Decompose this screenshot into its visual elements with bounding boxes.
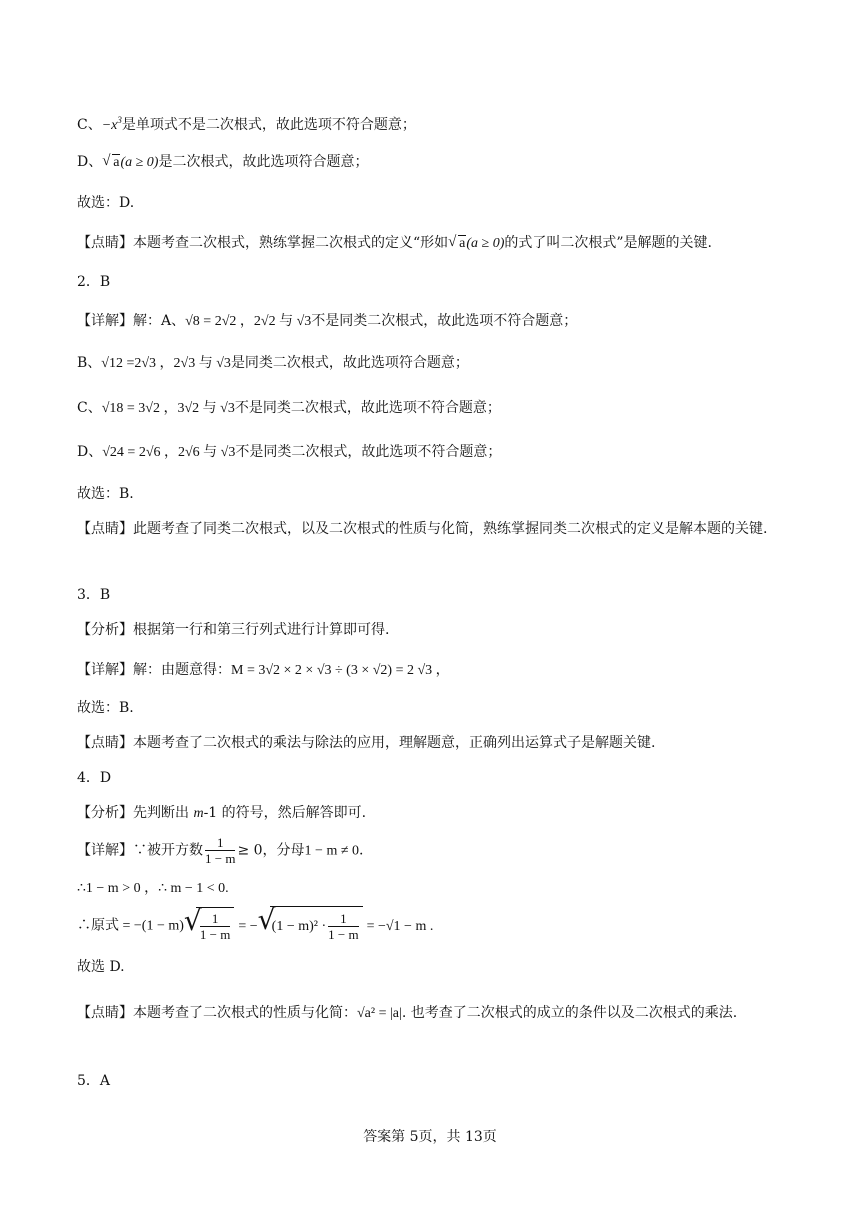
question-4-heading: 4．D xyxy=(77,770,112,786)
tip-tag: 【点睛】 xyxy=(77,521,133,537)
option-d-label: D、 xyxy=(77,154,103,170)
option-c-label: C、 xyxy=(77,117,102,133)
q4-step-3: ∴原式 = −(1 − m) √ $\frac{1}{1 - m}$ = − √ (1 − m)² · $\frac{1}{1 - m}$ = −√1 − m . xyxy=(77,906,433,945)
answer-2: 故选：B. xyxy=(77,486,134,502)
math-neg-x: −x xyxy=(101,118,118,133)
detail-tag: 【详解】 xyxy=(77,662,133,678)
math-exponent: 3 xyxy=(117,115,122,125)
tip-2: 【点睛】此题考查了同类二次根式，以及二次根式的性质与化简，熟练掌握同类二次根式的定义是解本题的关键. xyxy=(77,521,768,537)
q4-analysis: 【分析】先判断出 m-1 的符号，然后解答即可. xyxy=(77,805,367,821)
math-sqrt-fraction: √ $\frac{1}{1 - m}$ xyxy=(184,907,234,945)
question-5-heading: 5．A xyxy=(77,1073,111,1089)
q2-detail-a: 【详解】解：A、√8 = 2√2 ，2√2 与 √3不是同类二次根式，故此选项不符合题意； xyxy=(77,313,578,329)
answer-4: 故选 D. xyxy=(77,959,125,975)
q4-step-2: ∴1 − m > 0 ，∴ m − 1 < 0. xyxy=(77,881,229,896)
q2-detail-b: B、√12 =2√3 ，2√3 与 √3是同类二次根式，故此选项符合题意； xyxy=(77,355,469,371)
q4-detail: 【详解】∵被开方数 $\frac{1}{1 - m}$ ≥ 0，分母1 − m ≠ 0. xyxy=(77,835,364,866)
answer-3: 故选：B. xyxy=(77,700,134,716)
analysis-tag: 【分析】 xyxy=(77,622,133,638)
math-sqrt-a: √ a xyxy=(103,153,120,173)
math-condition: (a ≥ 0) xyxy=(466,236,505,251)
math-expr: √a² = |a| xyxy=(357,1006,402,1021)
math-condition: (a ≥ 0) xyxy=(120,155,159,170)
option-c-text: 是单项式不是二次根式，故此选项不符合题意； xyxy=(121,117,416,133)
math-expr: √8 = 2√2 ，2√2 与 √3 xyxy=(185,314,312,329)
tip-3: 【点睛】本题考查了二次根式的乘法与除法的应用，理解题意，正确列出运算式子是解题关键. xyxy=(77,735,656,751)
question-2-heading: 2．B xyxy=(77,274,111,290)
math-sqrt-product: √ (1 − m)² · $\frac{1}{1 - m}$ xyxy=(258,906,363,945)
math-expr: √24 = 2√6 ，2√6 与 √3 xyxy=(102,445,236,460)
math-expr: M = 3√2 × 2 × √3 ÷ (3 × √2) = 2 √3 ， xyxy=(231,663,450,678)
option-d-text: 是二次根式，故此选项符合题意； xyxy=(158,154,369,170)
option-d-line xyxy=(77,152,368,173)
tip-tag: 【点睛】 xyxy=(77,1005,133,1021)
question-3-heading: 3．B xyxy=(77,587,111,603)
math-expr: √18 = 3√2 ，3√2 与 √3 xyxy=(101,401,235,416)
tip-1: 【点睛】本题考查二次根式，熟练掌握二次根式的定义“形如√ a(a ≥ 0)的式了叫二次根式”是解题的关键. xyxy=(77,233,712,254)
math-expr: √12 =2√3 ，2√3 与 √3 xyxy=(101,356,231,371)
q2-detail-c: C、√18 = 3√2 ，3√2 与 √3不是同类二次根式，故此选项不符合题意； xyxy=(77,400,501,416)
math-expr: 1 − m ≠ 0 xyxy=(304,843,360,859)
page-footer: 答案第 5页，共 13页 xyxy=(363,1129,497,1145)
tip-4: 【点睛】本题考查了二次根式的性质与化简：√a² = |a|. 也考查了二次根式的成立的条件以及二次根式的乘法. xyxy=(77,1005,738,1021)
math-sqrt-a: √ a xyxy=(449,234,466,254)
math-var: m xyxy=(193,806,204,821)
tip-tag: 【点睛】 xyxy=(77,235,133,251)
analysis-tag: 【分析】 xyxy=(77,805,133,821)
option-c-line xyxy=(77,110,416,136)
tip-tag: 【点睛】 xyxy=(77,735,133,751)
q2-detail-d: D、√24 = 2√6 ，2√6 与 √3不是同类二次根式，故此选项不符合题意； xyxy=(77,444,502,460)
detail-tag: 【详解】 xyxy=(77,842,133,859)
detail-tag: 【详解】 xyxy=(77,313,133,329)
q3-analysis: 【分析】根据第一行和第三行列式进行计算即可得. xyxy=(77,622,390,638)
answer-1: 故选：D. xyxy=(77,195,135,211)
math-fraction: $\frac{1}{1 - m}$ xyxy=(205,835,236,866)
q3-detail: 【详解】解：由题意得：M = 3√2 × 2 × √3 ÷ (3 × √2) = 2 √3 ， xyxy=(77,662,450,678)
